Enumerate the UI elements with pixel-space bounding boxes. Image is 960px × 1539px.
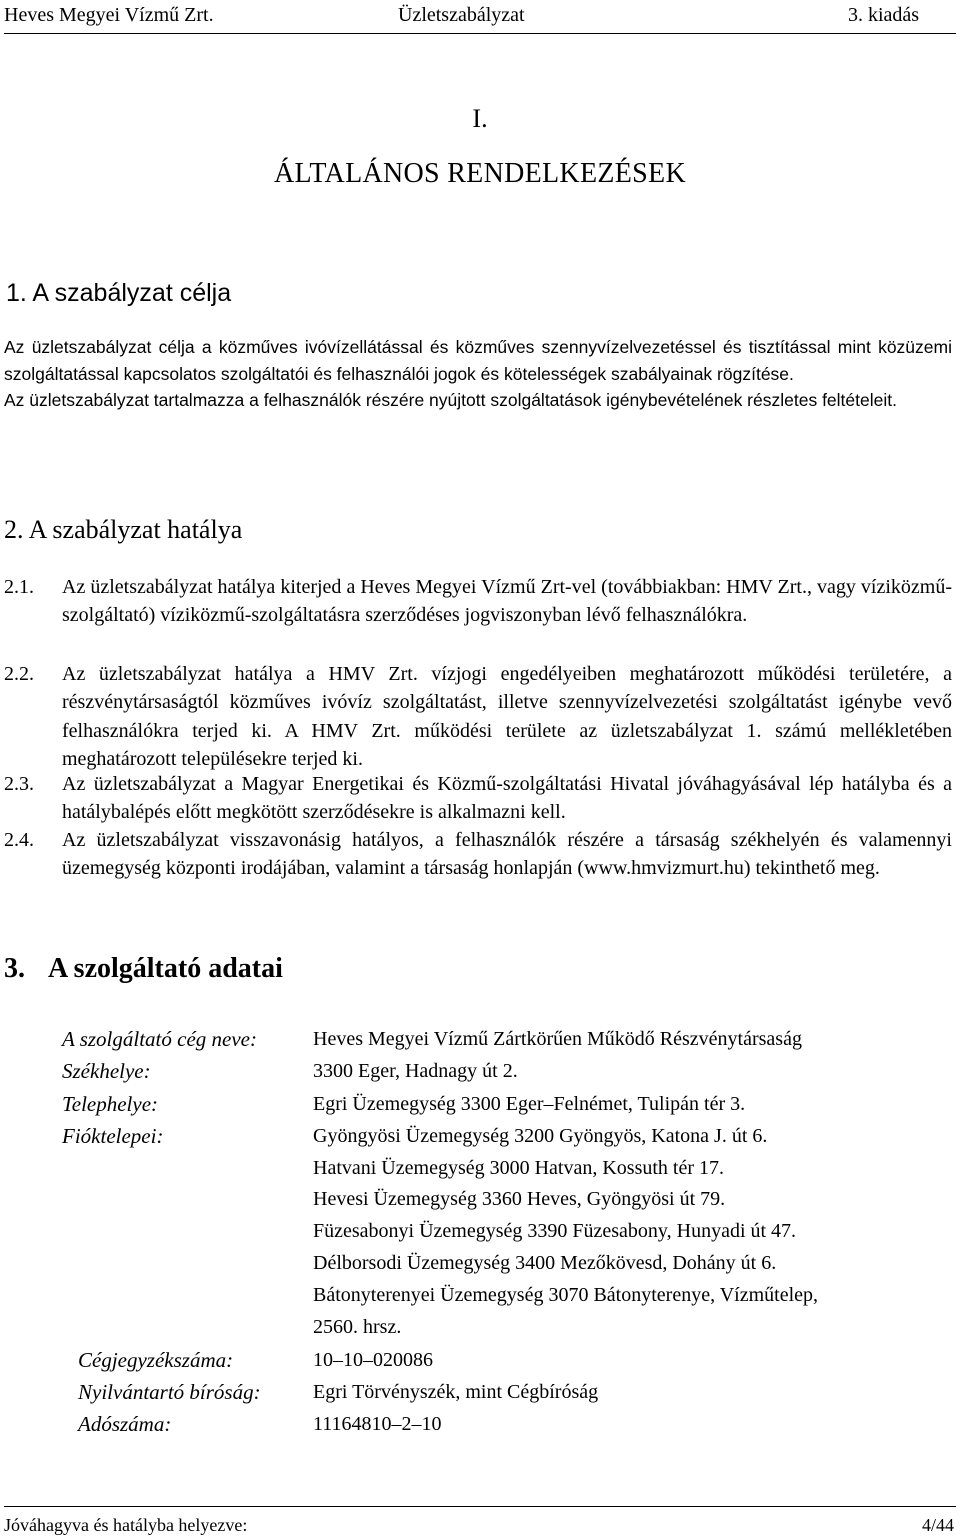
item-text: Az üzletszabályzat visszavonásig hatályos, a felhasználók részére a társaság székhelyén és valamennyi üzemegység központi irodájában, valamint a társaság honlapján (www.hmvizmurt.hu) tekinthető meg. [62, 829, 952, 880]
item-number: 2.3. [4, 773, 34, 795]
header-edition: 3. kiadás [848, 4, 920, 26]
reg-number-value: 10–10–020086 [313, 1349, 433, 1371]
branch-item: Hatvani Üzemegység 3000 Hatvan, Kossuth tér 17. [313, 1157, 725, 1179]
item-text: Az üzletszabályzat hatálya kiterjed a Heves Megyei Vízmű Zrt-vel (továbbiakban: HMV Zrt., vagy víziközmű-szolgáltató) víziközmű-szolgáltatásra szerződéses jogviszonyban lévő felhasználókra. [62, 576, 952, 627]
branches-label: Fióktelepei: [62, 1124, 164, 1148]
seat-value: 3300 Eger, Hadnagy út 2. [313, 1060, 518, 1082]
court-value: Egri Törvényszék, mint Cégbíróság [313, 1381, 599, 1403]
item-text: Az üzletszabályzat hatálya a HMV Zrt. vízjogi engedélyeiben meghatározott működési területére, a részvénytársaságtól közműves ivóvíz szolgáltatást, illetve szennyvízelvezetési szolgáltatást igénybe vevő felhasználókra terjed ki. A HMV Zrt. működési területe az üzletszabályzat 1. számú mellékletében meghatározott településekre terjed ki. [62, 663, 952, 771]
tax-number-value: 11164810–2–10 [313, 1413, 442, 1435]
section2-item [4, 770, 952, 827]
branch-item: Bátonyterenyei Üzemegység 3070 Bátonyterenye, Vízműtelep, [313, 1284, 819, 1306]
section3-number: 3. [4, 953, 25, 984]
section2-item [4, 573, 952, 630]
item-number: 2.4. [4, 829, 34, 851]
footer-page-number: 4/44 [921, 1515, 954, 1535]
section1-body [4, 334, 952, 414]
chapter-title: ÁLTALÁNOS RENDELKEZÉSEK [274, 158, 686, 189]
item-number: 2.1. [4, 576, 34, 598]
branch-item: Füzesabonyi Üzemegység 3390 Füzesabony, Hunyadi út 47. [313, 1220, 797, 1242]
header-company: Heves Megyei Vízmű Zrt. [4, 4, 214, 26]
section2-item [4, 660, 952, 774]
section2-title: 2. A szabályzat hatálya [4, 515, 243, 544]
reg-number-label: Cégjegyzékszáma: [78, 1348, 234, 1372]
company-name-value: Heves Megyei Vízmű Zártkörűen Működő Részvénytársaság [313, 1028, 802, 1050]
branch-item: Délborsodi Üzemegység 3400 Mezőkövesd, Dohány út 6. [313, 1252, 777, 1274]
branch-item: 2560. hrsz. [313, 1316, 402, 1338]
item-text: Az üzletszabályzat a Magyar Energetikai és Közmű-szolgáltatási Hivatal jóváhagyásával lép hatályba és a hatálybalépés előtt megkötött szerződésekre is alkalmazni kell. [62, 773, 952, 824]
site-label: Telephelye: [62, 1092, 159, 1116]
footer-divider [4, 1506, 956, 1507]
company-name-label: A szolgáltató cég neve: [62, 1027, 257, 1051]
branch-item: Hevesi Üzemegység 3360 Heves, Gyöngyösi út 79. [313, 1188, 726, 1210]
item-number: 2.2. [4, 663, 34, 685]
chapter-number: I. [472, 104, 488, 133]
section1-paragraph-2: Az üzletszabályzat tartalmazza a felhasználók részére nyújtott szolgáltatások igénybevételének részletes feltételeit. [4, 390, 897, 411]
section2-item [4, 826, 952, 883]
section1-title: 1. A szabályzat célja [6, 279, 232, 307]
tax-number-label: Adószáma: [78, 1412, 172, 1436]
site-value: Egri Üzemegység 3300 Eger–Felnémet, Tulipán tér 3. [313, 1093, 746, 1115]
section3-title: A szolgáltató adatai [48, 953, 283, 984]
header-divider [4, 33, 956, 34]
court-label: Nyilvántartó bíróság: [78, 1380, 261, 1404]
footer-approval: Jóváhagyva és hatályba helyezve: [4, 1515, 248, 1535]
branch-item: Gyöngyösi Üzemegység 3200 Gyöngyös, Katona J. út 6. [313, 1125, 768, 1147]
seat-label: Székhelye: [62, 1059, 151, 1083]
header-doc-title: Üzletszabályzat [398, 4, 525, 26]
section1-paragraph-1: Az üzletszabályzat célja a közműves ivóvízellátással és közműves szennyvízelvezetéssel és tisztítással mint közüzemi szolgáltatással kapcsolatos szolgáltatói és felhasználói jogok és kötelességek szabályainak rögzítése. [4, 337, 952, 384]
